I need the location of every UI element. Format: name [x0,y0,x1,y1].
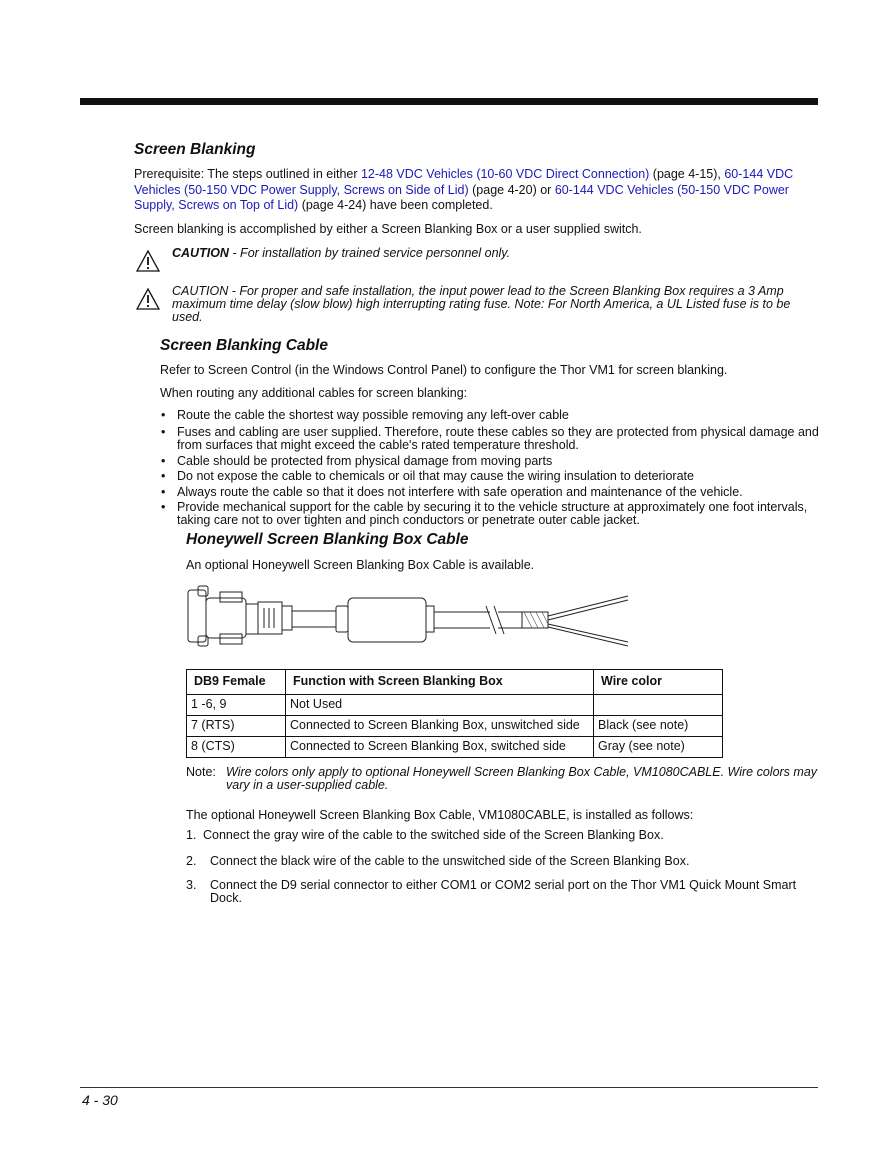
column-header: DB9 Female [187,670,286,695]
list-item [186,828,816,844]
link-60-144-side-lid[interactable]: 60-144 VDC Vehicles (50-150 VDC Power Supply, Screws on Side of Lid) [134,167,794,197]
cable-routing-intro: When routing any additional cables for screen blanking: [160,386,468,400]
step-text: Connect the black wire of the cable to the unswitched side of the Screen Blanking Box. [210,853,690,868]
table-cell: 7 (RTS) [187,716,286,737]
list-item [186,854,816,870]
list-item: • Do not expose the cable to chemicals or oil that may cause the wiring insulation to deteriorate [160,469,820,485]
install-intro: The optional Honeywell Screen Blanking Box Cable, VM1080CABLE, is installed as follows: [186,808,694,822]
caution-fuse-requirement: CAUTION - For proper and safe installation, the input power lead to the Screen Blanking Box requires a 3 Amp maximum time delay (slow blow) high interrupting rating fuse. Note: For North America, a UL Listed fuse is to be used. [172,284,791,324]
install-steps [186,828,816,914]
list-item: • Fuses and cabling are user supplied. Therefore, route these cables so they are protected from physical damage and from surfaces that might exceed the cable's rated temperature threshold. [160,426,820,452]
table-cell: Connected to Screen Blanking Box, switched side [286,737,594,758]
link-60-144-top-lid[interactable]: 60-144 VDC Vehicles (50-150 VDC Power Supply, Screws on Top of Lid) [134,182,789,213]
prerequisite-paragraph [134,167,818,214]
list-item: • Route the cable the shortest way possible removing any left-over cable [160,408,820,424]
prerequisite-lead: Prerequisite: The steps outlined in either [134,167,361,181]
step-number: 2. [186,853,197,868]
caution-icon [136,250,160,272]
column-header: Function with Screen Blanking Box [286,670,594,695]
heading-screen-blanking-cable: Screen Blanking Cable [160,337,328,354]
table-row [187,716,723,737]
prerequisite-text1: (page 4-15), [649,167,725,181]
list-item: • Always route the cable so that it does not interfere with safe operation and maintenance of the vehicle. [160,485,820,501]
blanking-intro: Screen blanking is accomplished by either a Screen Blanking Box or a user supplied switch. [134,222,642,236]
prerequisite-text3: (page 4-24) have been completed. [298,198,493,213]
caution-trained-personnel [172,246,818,262]
caution-label: CAUTION [172,246,229,260]
db9-pin-table [186,669,723,758]
list-item: • Cable should be protected from physical damage from moving parts [160,454,820,470]
note-label: Note: [186,765,216,779]
list-item [186,879,816,905]
link-12-48-vdc[interactable]: 12-48 VDC Vehicles (10-60 VDC Direct Connection) [360,167,650,181]
column-header: Wire color [594,670,723,695]
cable-illustration [184,584,630,658]
step-text: Connect the D9 serial connector to either COM1 or COM2 serial port on the Thor VM1 Quick Mount Smart Dock. [210,878,797,906]
table-cell: Not Used [286,695,594,716]
box-cable-available: An optional Honeywell Screen Blanking Box Cable is available. [186,558,535,572]
wire-color-note [186,766,818,792]
caution-icon [136,288,160,310]
table-cell: Gray (see note) [594,737,723,758]
table-cell: 1 -6, 9 [187,695,286,716]
prerequisite-text2: (page 4-20) or [468,182,555,197]
footer-rule [80,1087,818,1088]
step-text: Connect the gray wire of the cable to the switched side of the Screen Blanking Box. [203,828,664,842]
page-number: 4 - 30 [82,1092,118,1108]
table-header-row [187,670,723,695]
note-text: Wire colors only apply to optional Honeywell Screen Blanking Box Cable, VM1080CABLE. Wire colors may vary in a user-supplied cable. [226,765,818,792]
cable-refer-text: Refer to Screen Control (in the Windows Control Panel) to configure the Thor VM1 for screen blanking. [160,363,728,377]
routing-bullet-list [160,408,820,527]
heading-honeywell-box-cable: Honeywell Screen Blanking Box Cable [186,531,469,548]
table-cell: Black (see note) [594,716,723,737]
header-rule [80,98,818,105]
table-row [187,737,723,758]
step-number: 3. [186,878,197,893]
table-row [187,695,723,716]
heading-screen-blanking: Screen Blanking [134,141,256,158]
list-item: • Provide mechanical support for the cable by securing it to the vehicle structure at approximately one foot intervals, taking care not to over tighten and pinch conductors or penetrate outer cable jacket. [160,501,820,527]
caution-text: - For installation by trained service personnel only. [228,246,511,260]
step-number: 1. [186,828,197,842]
table-cell [594,695,723,716]
table-cell: 8 (CTS) [187,737,286,758]
table-cell: Connected to Screen Blanking Box, unswitched side [286,716,594,737]
